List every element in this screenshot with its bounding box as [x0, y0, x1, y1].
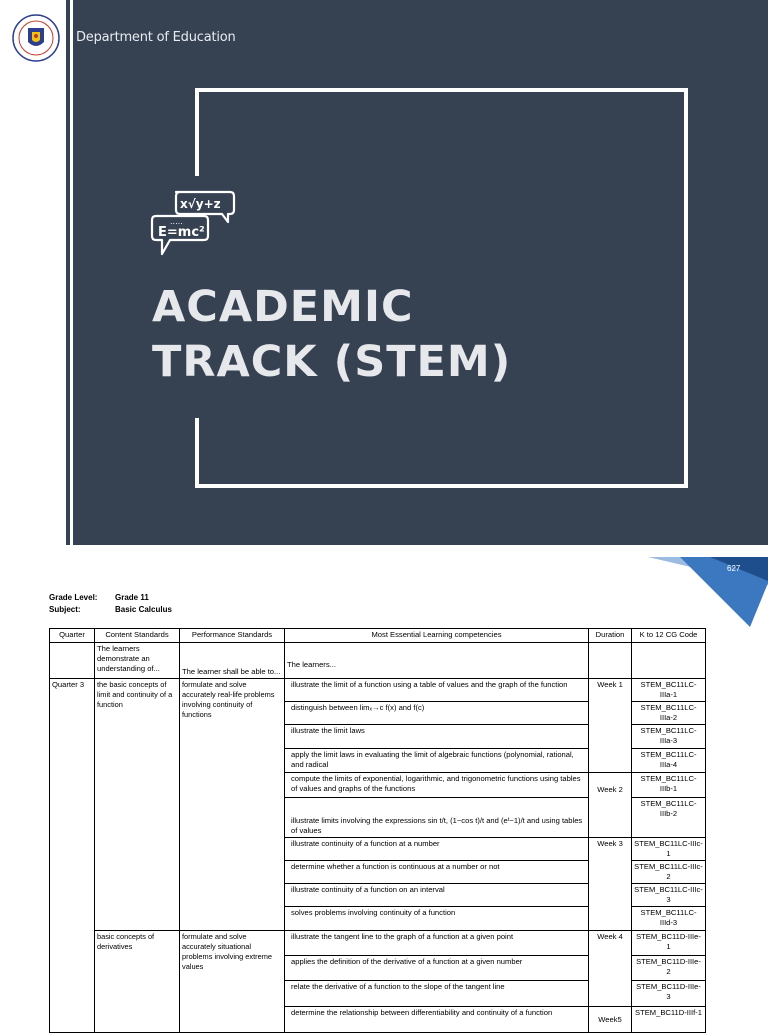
title-line-2: TRACK (STEM) [152, 337, 512, 387]
page-corner-graphic [640, 555, 768, 630]
performance-standard-1: formulate and solve accurately real-life problems involving continuity of functions [180, 679, 285, 931]
mel-item: illustrate the limit of a function using a table of values and the graph of the function [285, 679, 589, 702]
cg-code: STEM_BC11LC-IIIc-1 [632, 838, 706, 861]
header-content-standards: Content Standards [95, 629, 180, 643]
mel-item: compute the limits of exponential, logarithmic, and trigonometric functions using tables of values and graphs of the functions [285, 773, 589, 798]
intro-content: The learners demonstrate an understanding of... [95, 643, 180, 679]
duration-week-5: Week5 [589, 1007, 632, 1033]
svg-text:.....: ..... [170, 217, 183, 226]
mel-item: illustrate the limit laws [285, 725, 589, 749]
content-standard-2: basic concepts of derivatives [95, 931, 180, 1033]
mel-item: determine whether a function is continuous at a number or not [285, 861, 589, 884]
cg-code: STEM_BC11LC-IIIa-1 [632, 679, 706, 702]
slide-title [152, 280, 511, 390]
mel-item: distinguish between limₓ→c f(x) and f(c) [285, 702, 589, 725]
performance-standard-2: formulate and solve accurately situational problems involving extreme values [180, 931, 285, 1033]
subject-label: Subject: [49, 605, 81, 614]
cg-code: STEM_BC11LC-IIIa-3 [632, 725, 706, 749]
subject-value: Basic Calculus [115, 605, 172, 614]
icon-formula-bottom: E=mc² [158, 225, 205, 240]
cg-code: STEM_BC11D-IIIe-1 [632, 931, 706, 956]
duration-week-1: Week 1 [589, 679, 632, 773]
mel-item: illustrate continuity of a function on an interval [285, 884, 589, 907]
header-mel: Most Essential Learning competencies [285, 629, 589, 643]
mel-item: illustrate the tangent line to the graph of a function at a given point [285, 931, 589, 956]
quarter-cell: Quarter 3 [50, 679, 95, 1033]
cg-code: STEM_BC11LC-IIIb-2 [632, 798, 706, 838]
title-line-1: ACADEMIC [152, 282, 414, 332]
mel-item: applies the definition of the derivative of a function at a given number [285, 956, 589, 981]
grade-value: Grade 11 [115, 593, 149, 602]
mel-item: illustrate continuity of a function at a number [285, 838, 589, 861]
cg-code: STEM_BC11D-IIIe-3 [632, 981, 706, 1007]
department-name: Department of Education [76, 30, 236, 45]
grade-label: Grade Level: [49, 593, 98, 602]
cg-code: STEM_BC11D-IIIe-2 [632, 956, 706, 981]
cg-code: STEM_BC11LC-IIIa-4 [632, 749, 706, 773]
cg-code: STEM_BC11LC-IIIb-1 [632, 773, 706, 798]
mel-item: apply the limit laws in evaluating the limit of algebraic functions (polynomial, rational, and radical [285, 749, 589, 773]
mel-table [49, 628, 706, 1033]
document-meta [49, 592, 172, 616]
page-number: 627 [727, 564, 741, 573]
mel-item: illustrate limits involving the expressions sin t/t, (1−cos t)/t and (eᵗ−1)/t and using tables of values [285, 798, 589, 838]
header-performance-standards: Performance Standards [180, 629, 285, 643]
content-standard-1: the basic concepts of limit and continuity of a function [95, 679, 180, 931]
header-quarter: Quarter [50, 629, 95, 643]
header-duration: Duration [589, 629, 632, 643]
deped-seal-logo [12, 14, 60, 62]
math-bubbles-icon [150, 186, 240, 268]
cg-code: STEM_BC11LC-IIIa-2 [632, 702, 706, 725]
duration-week-2: Week 2 [589, 773, 632, 838]
icon-formula-top: x√y+z [180, 197, 221, 211]
intro-mel: The learners... [285, 643, 589, 679]
intro-performance: The learner shall be able to... [180, 643, 285, 679]
cg-code: STEM_BC11D-IIIf-1 [632, 1007, 706, 1033]
slide-left-bar [66, 0, 70, 545]
cg-code: STEM_BC11LC-IIIc-2 [632, 861, 706, 884]
cg-code: STEM_BC11LC-IIIc-3 [632, 884, 706, 907]
cg-code: STEM_BC11LC-IIId-3 [632, 907, 706, 931]
mel-item: solves problems involving continuity of a function [285, 907, 589, 931]
mel-item: determine the relationship between differentiability and continuity of a function [285, 1007, 589, 1033]
header-cg-code: K to 12 CG Code [632, 629, 706, 643]
duration-week-3: Week 3 [589, 838, 632, 931]
mel-item: relate the derivative of a function to the slope of the tangent line [285, 981, 589, 1007]
duration-week-4: Week 4 [589, 931, 632, 1007]
